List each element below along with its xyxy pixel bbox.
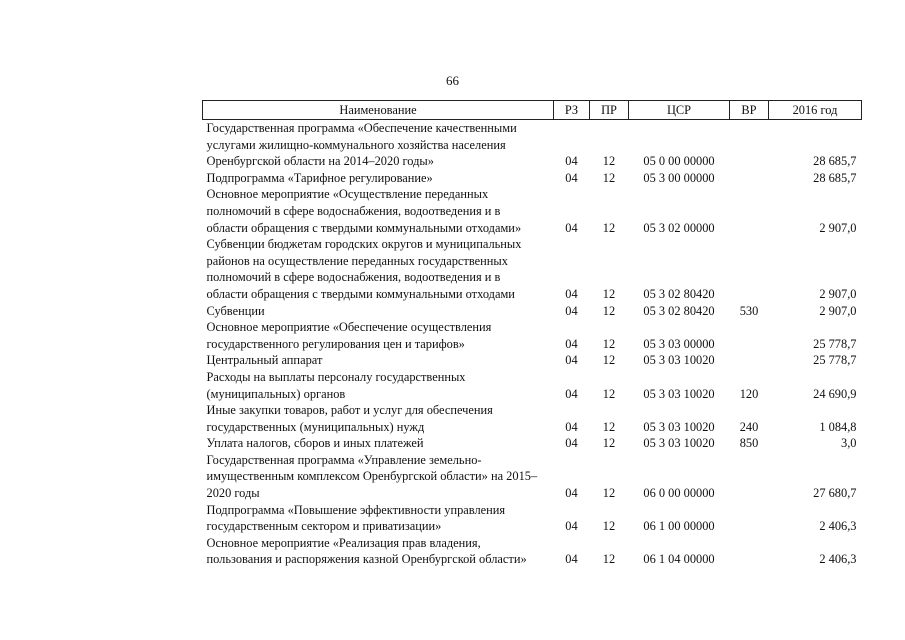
- row-name: [203, 120, 554, 170]
- row-csr: 05 3 03 00000: [643, 336, 715, 351]
- row-name-line: государственных (муниципальных) нужд: [206, 419, 425, 434]
- row-name-line: Подпрограмма «Тарифное регулирование»: [206, 170, 433, 185]
- row-amount: 25 778,7: [813, 353, 857, 368]
- table-row: [203, 369, 862, 402]
- row-name-line: Основное мероприятие «Осуществление переданных: [206, 187, 489, 202]
- row-name-line: Основное мероприятие «Обеспечение осуществления: [206, 320, 492, 335]
- row-vr: [730, 535, 769, 568]
- row-vr: 240: [739, 419, 759, 434]
- row-vr: [730, 170, 769, 187]
- row-name: [203, 435, 554, 452]
- table-row: [203, 186, 862, 236]
- row-vr: [730, 186, 769, 236]
- row-rz: 04: [565, 303, 578, 318]
- header-row: [203, 101, 862, 120]
- table-row: [203, 319, 862, 352]
- row-pr: 12: [602, 170, 616, 185]
- row-name: [203, 186, 554, 236]
- row-csr: 05 3 02 80420: [643, 286, 715, 301]
- row-csr: 06 1 00 00000: [643, 519, 715, 534]
- row-csr: 05 3 03 10020: [643, 436, 715, 451]
- row-name-line: Расходы на выплаты персоналу государственных: [206, 369, 466, 384]
- table-row: [203, 435, 862, 452]
- row-name-line: 2020 годы: [206, 486, 260, 501]
- row-csr: 05 3 02 80420: [643, 303, 715, 318]
- row-name-line: государственным сектором и приватизации»: [206, 519, 442, 534]
- header-vr: ВР: [730, 101, 769, 120]
- row-name: [203, 452, 554, 502]
- row-name-line: области обращения с твердыми коммунальными отходами: [206, 286, 515, 301]
- table-row: [203, 452, 862, 502]
- row-rz: 04: [565, 386, 578, 401]
- row-name-line: Иные закупки товаров, работ и услуг для обеспечения: [206, 403, 493, 418]
- row-name-line: пользования и распоряжения казной Оренбургской области»: [206, 552, 527, 567]
- header-year: 2016 год: [769, 101, 862, 120]
- row-vr: [730, 319, 769, 352]
- row-name-line: Уплата налогов, сборов и иных платежей: [206, 436, 424, 451]
- row-rz: 04: [565, 552, 578, 567]
- row-name: [203, 502, 554, 535]
- row-amount: 24 690,9: [813, 386, 857, 401]
- row-pr: 12: [602, 386, 616, 401]
- row-pr: 12: [602, 336, 616, 351]
- row-name: [203, 369, 554, 402]
- row-amount: 2 907,0: [819, 286, 857, 301]
- row-name-line: (муниципальных) органов: [206, 386, 346, 401]
- row-rz: 04: [565, 353, 578, 368]
- row-amount: 2 406,3: [819, 519, 857, 534]
- row-rz: 04: [565, 419, 578, 434]
- table-row: [203, 170, 862, 187]
- row-name-line: Подпрограмма «Повышение эффективности управления: [206, 502, 506, 517]
- row-name-line: имущественным комплексом Оренбургской области» на 2015–: [206, 469, 538, 484]
- row-vr: [730, 120, 769, 170]
- header-pr: ПР: [590, 101, 629, 120]
- row-vr: 120: [739, 386, 759, 401]
- row-name-line: государственного регулирования цен и тарифов»: [206, 336, 465, 351]
- row-csr: 05 3 02 00000: [643, 220, 715, 235]
- row-name: [203, 352, 554, 369]
- budget-table: [202, 100, 862, 568]
- row-name-line: Государственная программа «Обеспечение качественными: [206, 121, 517, 135]
- row-name-line: районов на осуществление переданных государственных: [206, 253, 508, 268]
- row-vr: [730, 452, 769, 502]
- row-rz: 04: [565, 336, 578, 351]
- row-rz: 04: [565, 220, 578, 235]
- row-csr: 05 3 03 10020: [643, 419, 715, 434]
- row-pr: 12: [602, 552, 616, 567]
- row-csr: 05 3 00 00000: [643, 170, 715, 185]
- header-rz: РЗ: [554, 101, 590, 120]
- table-row: [203, 535, 862, 568]
- row-pr: 12: [602, 220, 616, 235]
- table-row: [203, 236, 862, 302]
- row-pr: 12: [602, 303, 616, 318]
- row-name-line: Основное мероприятие «Реализация прав владения,: [206, 535, 481, 550]
- header-name: Наименование: [203, 101, 554, 120]
- row-rz: 04: [565, 170, 578, 185]
- row-vr: 530: [739, 303, 759, 318]
- row-csr: 05 0 00 00000: [643, 154, 715, 169]
- row-name: [203, 402, 554, 435]
- row-rz: 04: [565, 486, 578, 501]
- row-pr: 12: [602, 286, 616, 301]
- row-vr: [730, 502, 769, 535]
- page-number: 66: [446, 73, 459, 88]
- table-row: [203, 402, 862, 435]
- row-csr: 06 0 00 00000: [643, 486, 715, 501]
- row-amount: 1 084,8: [819, 419, 857, 434]
- row-name-line: полномочий в сфере водоснабжения, водоотведения и в: [206, 203, 501, 218]
- row-vr: 850: [739, 436, 759, 451]
- row-rz: 04: [565, 436, 578, 451]
- row-name-line: Центральный аппарат: [206, 353, 323, 368]
- row-amount: 25 778,7: [813, 336, 857, 351]
- header-csr: ЦСР: [629, 101, 730, 120]
- row-csr: 05 3 03 10020: [643, 353, 715, 368]
- row-csr: 06 1 04 00000: [643, 552, 715, 567]
- row-pr: 12: [602, 419, 616, 434]
- row-name: [203, 170, 554, 187]
- table-row: [203, 120, 862, 170]
- row-rz: 04: [565, 519, 578, 534]
- table-row: [203, 303, 862, 320]
- row-name: [203, 319, 554, 352]
- row-amount: 3,0: [841, 436, 857, 451]
- row-name: [203, 535, 554, 568]
- row-amount: 2 406,3: [819, 552, 857, 567]
- table-row: [203, 502, 862, 535]
- row-rz: 04: [565, 286, 578, 301]
- row-amount: 2 907,0: [819, 220, 857, 235]
- row-csr: 05 3 03 10020: [643, 386, 715, 401]
- row-name-line: Государственная программа «Управление земельно-: [206, 452, 482, 467]
- row-pr: 12: [602, 436, 616, 451]
- row-amount: 27 680,7: [813, 486, 857, 501]
- row-pr: 12: [602, 353, 616, 368]
- row-rz: 04: [565, 154, 578, 169]
- row-name-line: Субвенции: [206, 303, 265, 318]
- row-name-line: полномочий в сфере водоснабжения, водоотведения и в: [206, 270, 501, 285]
- table-body: [203, 120, 862, 569]
- table-row: [203, 352, 862, 369]
- row-pr: 12: [602, 486, 616, 501]
- row-vr: [730, 236, 769, 302]
- row-name-line: области обращения с твердыми коммунальными отходами»: [206, 220, 522, 235]
- row-name-line: услугами жилищно-коммунального хозяйства населения: [206, 137, 506, 152]
- row-vr: [730, 352, 769, 369]
- row-name-line: Оренбургской области на 2014–2020 годы»: [206, 154, 434, 169]
- row-pr: 12: [602, 519, 616, 534]
- row-pr: 12: [602, 154, 616, 169]
- row-amount: 28 685,7: [813, 154, 857, 169]
- row-name: [203, 236, 554, 302]
- row-amount: 2 907,0: [819, 303, 857, 318]
- row-amount: 28 685,7: [813, 170, 857, 185]
- row-name: [203, 303, 554, 320]
- row-name-line: Субвенции бюджетам городских округов и муниципальных: [206, 237, 522, 252]
